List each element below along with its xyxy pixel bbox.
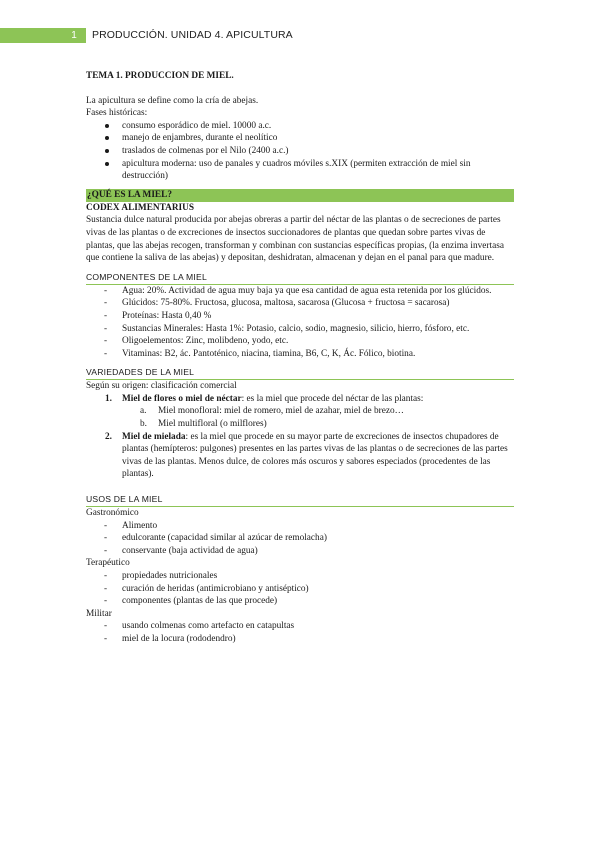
list-item: 1. Miel de flores o miel de néctar: es la miel que procede del néctar de las plantas: a. Miel monofloral: miel de romero, miel de azahar, miel de brezo… b. Miel multifloral (o milflores)	[86, 393, 514, 431]
list-item: - Oligoelementos: Zinc, molibdeno, yodo, etc.	[104, 336, 289, 347]
usos-list	[86, 520, 514, 558]
usos-group-label: Gastronómico	[86, 508, 139, 519]
list-item: - conservante (baja actividad de agua)	[104, 545, 258, 556]
page-number: 1	[0, 28, 86, 43]
usos-list	[86, 620, 514, 645]
list-item: 2. Miel de mielada: es la miel que procede en su mayor parte de excreciones de insectos chupadores de plantas (hemípteros: pulgones) presentes en las partes vivas de las plantas o de secreciones de las partes vivas de las plantas. Menos dulce, de colores más oscuros y sabores especiados (procedentes de las plantas).	[105, 431, 508, 480]
bullet-icon	[105, 162, 109, 166]
section-heading-que-es: ¿QUÉ ES LA MIEL?	[86, 189, 514, 202]
list-item: traslados de colmenas por el Nilo (2400 a.c.)	[86, 145, 514, 158]
list-item: manejo de enjambres, durante el neolítico	[86, 132, 514, 145]
list-item: - usando colmenas como artefacto en catapultas	[104, 621, 295, 632]
document-body	[86, 70, 514, 646]
list-item: - Glúcidos: 75-80%. Fructosa, glucosa, maltosa, sacarosa (Glucosa + fructosa = sacarosa)	[104, 298, 450, 309]
page-header	[0, 28, 599, 44]
variedades-list	[86, 393, 514, 481]
bullet-icon	[105, 149, 109, 153]
usos-group-label: Terapéutico	[86, 558, 130, 569]
usos-list	[86, 570, 514, 608]
list-item: - curación de heridas (antimicrobiano y antiséptico)	[104, 583, 309, 594]
section-heading-variedades: VARIEDADES DE LA MIEL	[86, 366, 514, 380]
codex-label: CODEX ALIMENTARIUS	[86, 202, 195, 213]
list-item: - Agua: 20%. Actividad de agua muy baja ya que esa cantidad de agua esta retenida por los glúcidos.	[104, 285, 492, 296]
fases-list	[86, 120, 514, 183]
list-item: - Vitaminas: B2, ác. Pantoténico, niacina, tiamina, B6, C, K, Ác. Fólico, biotina.	[104, 348, 416, 359]
componentes-list	[86, 285, 514, 361]
bullet-icon	[105, 136, 109, 140]
list-item: - Alimento	[104, 520, 158, 531]
fases-label: Fases históricas:	[86, 108, 148, 119]
header-title: PRODUCCIÓN. UNIDAD 4. APICULTURA	[92, 29, 293, 41]
list-item: consumo esporádico de miel. 10000 a.c.	[86, 120, 514, 133]
list-item: - miel de la locura (rododendro)	[104, 633, 236, 644]
list-item: - componentes (plantas de las que procede)	[104, 596, 278, 607]
section-heading-usos: USOS DE LA MIEL	[86, 493, 514, 507]
tema-title: TEMA 1. PRODUCCION DE MIEL.	[86, 71, 234, 81]
section-heading-componentes: COMPONENTES DE LA MIEL	[86, 271, 514, 285]
list-item: apicultura moderna: uso de panales y cuadros móviles s.XIX (permiten extracción de miel sin destrucción)	[86, 158, 514, 183]
variedades-subtitle: Según su origen: clasificación comercial	[86, 381, 237, 392]
tema-intro: La apicultura se define como la cría de abejas.	[86, 95, 259, 106]
usos-group-label: Militar	[86, 608, 112, 619]
bullet-icon	[105, 124, 109, 128]
sub-list	[122, 405, 514, 430]
list-item: - edulcorante (capacidad similar al azúcar de remolacha)	[104, 533, 327, 544]
list-item: a. Miel monofloral: miel de romero, miel de azahar, miel de brezo…	[140, 406, 404, 417]
list-item: - propiedades nutricionales	[104, 571, 218, 581]
list-item: b. Miel multifloral (o milflores)	[140, 419, 267, 430]
list-item: - Sustancias Minerales: Hasta 1%: Potasio, calcio, sodio, magnesio, silicio, hierro, fósforo, etc.	[104, 323, 470, 334]
miel-definition: Sustancia dulce natural producida por abejas obreras a partir del néctar de las plantas o de secreciones de partes vivas de las plantas o de excreciones de insectos succionadores de plantas que quedan sobre partes vivas de plantas, que las abejas recogen, transforman y combinan con sustancias específicas propias, (la enzima invertasa que contiene la saliva de las abejas) y depositan, deshidratan, almacenan y dejan en el panal para que madure.	[86, 215, 504, 264]
list-item: - Proteínas: Hasta 0,40 %	[104, 310, 212, 321]
